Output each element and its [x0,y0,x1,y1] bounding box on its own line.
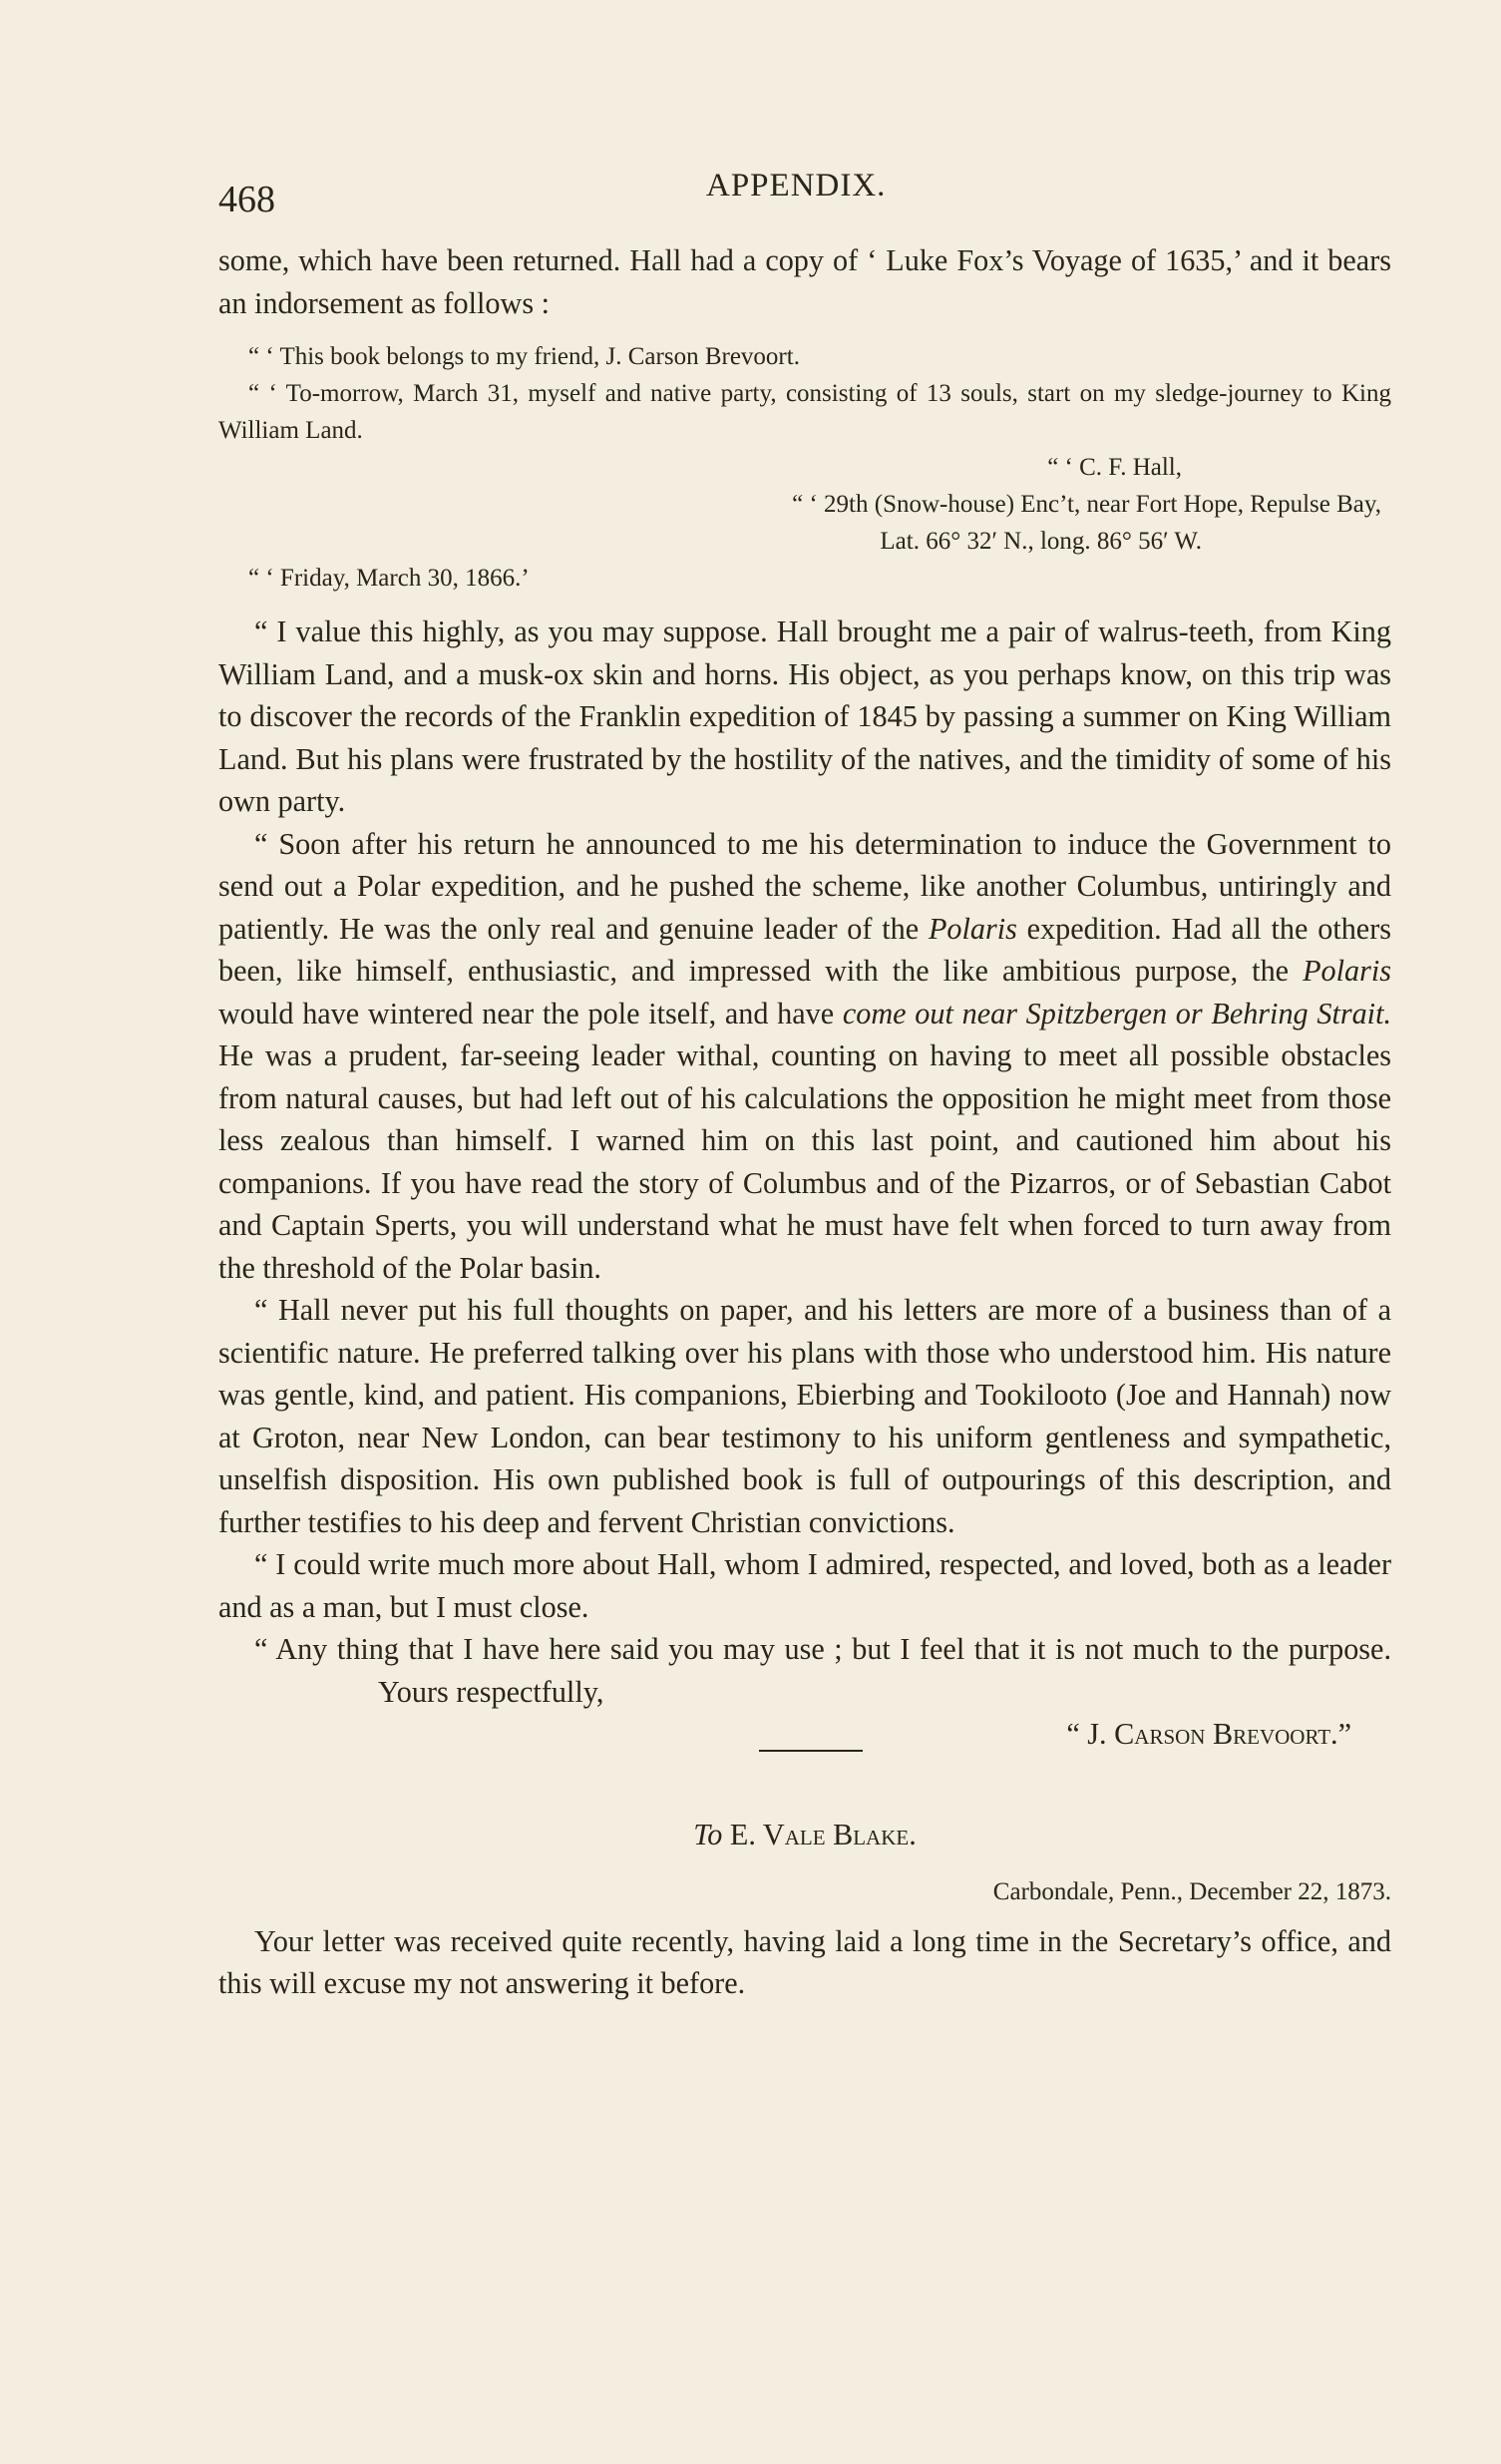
letter-date: Carbondale, Penn., December 22, 1873. [992,1878,1391,1905]
running-head: APPENDIX. [706,168,887,204]
indorsement-quote [218,338,1391,597]
quote-location: “ ‘ 29th (Snow-house) Enc’t, near Fort Hope, Repulse Bay, [792,491,1381,518]
quote-line-2: “ ‘ To-morrow, March 31, myself and native party, consisting of 13 souls, start on my sledge-journey to King William Land. [218,380,1391,444]
letter-signature: “ J. Carson Brevoort.” [1066,1717,1351,1751]
p3-part-a: “ Soon after his return he announced to me his determination to induce the Government to send out a Polar expedition, and he pushed the scheme, like another Columbus, untiringly and patiently. He was the only real and genuine leader of the [218,826,1391,946]
recipient-name: E. Vale Blake. [729,1817,917,1851]
page-number: 468 [218,179,275,220]
paragraph-6 [218,1628,1391,1713]
quote-date: “ ‘ Friday, March 30, 1866.’ [248,565,530,592]
paragraph-8: Your letter was received quite recently, having laid a long time in the Secretary’s office, and this will excuse my not answering it before. [218,1923,1391,2000]
paragraph-4: “ Hall never put his full thoughts on paper, and his letters are more of a business than of a scientific nature. He preferred talking over his plans with those who understood him. His nature was gentle, kind, and patient. His companions, Ebierbing and Tookilooto (Joe and Hannah) now at Groton, near New London, can bear testimony to his uniform gentleness and sympathetic, unselfish disposition. His own published book is full of outpourings of this description, and further testifies to his deep and fervent Christian convictions. [218,1293,1391,1539]
letter-heading [218,1814,1391,1856]
quote-coordinates: Lat. 66° 32′ N., long. 86° 56′ W. [880,528,1202,555]
p3-part-c: would have wintered near the pole itself, and have [218,996,835,1030]
p3-part-b: expedition. Had all the others been, like himself, enthusiastic, and impressed with the like ambitious purpose, the [218,911,1392,988]
p3-part-d: He was a prudent, far-seeing leader withal, counting on having to meet all possible obstacles from natural causes, but had left out of his calculations the opposition he might meet from those less zealous than himself. I warned him on this last point, and cautioned him about his companions. If you have read the story of Columbus and of the Pizarros, or of Sebastian Cabot and Captain Sperts, you will understand what he must have felt when forced to turn away from the threshold of the Polar basin. [218,1038,1391,1285]
paragraph-1: some, which have been returned. Hall had a copy of ‘ Luke Fox’s Voyage of 1635,’ and it bears an indorsement as follows : [218,243,1391,320]
polaris-italic-2: Polaris [1303,954,1391,988]
polaris-italic-1: Polaris [928,911,1017,946]
quote-line-1: “ ‘ This book belongs to my friend, J. Carson Brevoort. [248,343,800,370]
signature-rule [759,1750,863,1752]
paragraph-3 [218,823,1391,1290]
closing-salutation: Yours respectfully, [378,1674,604,1709]
to-prefix: To [693,1817,723,1851]
quote-signature: “ ‘ C. F. Hall, [1047,454,1182,481]
paragraph-5: “ I could write much more about Hall, whom I admired, respected, and loved, both as a leader and as a man, but I must close. [218,1547,1391,1624]
p6-text: “ Any thing that I have here said you may use ; but I feel that it is not much to the purpose. [254,1632,1391,1666]
paragraph-2: “ I value this highly, as you may suppose. Hall brought me a pair of walrus-teeth, from King William Land, and a musk-ox skin and horns. His object, as you perhaps know, on this trip was to discover the records of the Franklin expedition of 1845 by passing a summer on King William Land. But his plans were frustrated by the hostility of the natives, and the timidity of some of his own party. [218,615,1391,818]
page-header [0,168,1501,227]
spitzbergen-italic: come out near Spitzbergen or Behring Strait. [842,996,1392,1030]
page-body [218,239,1391,2005]
